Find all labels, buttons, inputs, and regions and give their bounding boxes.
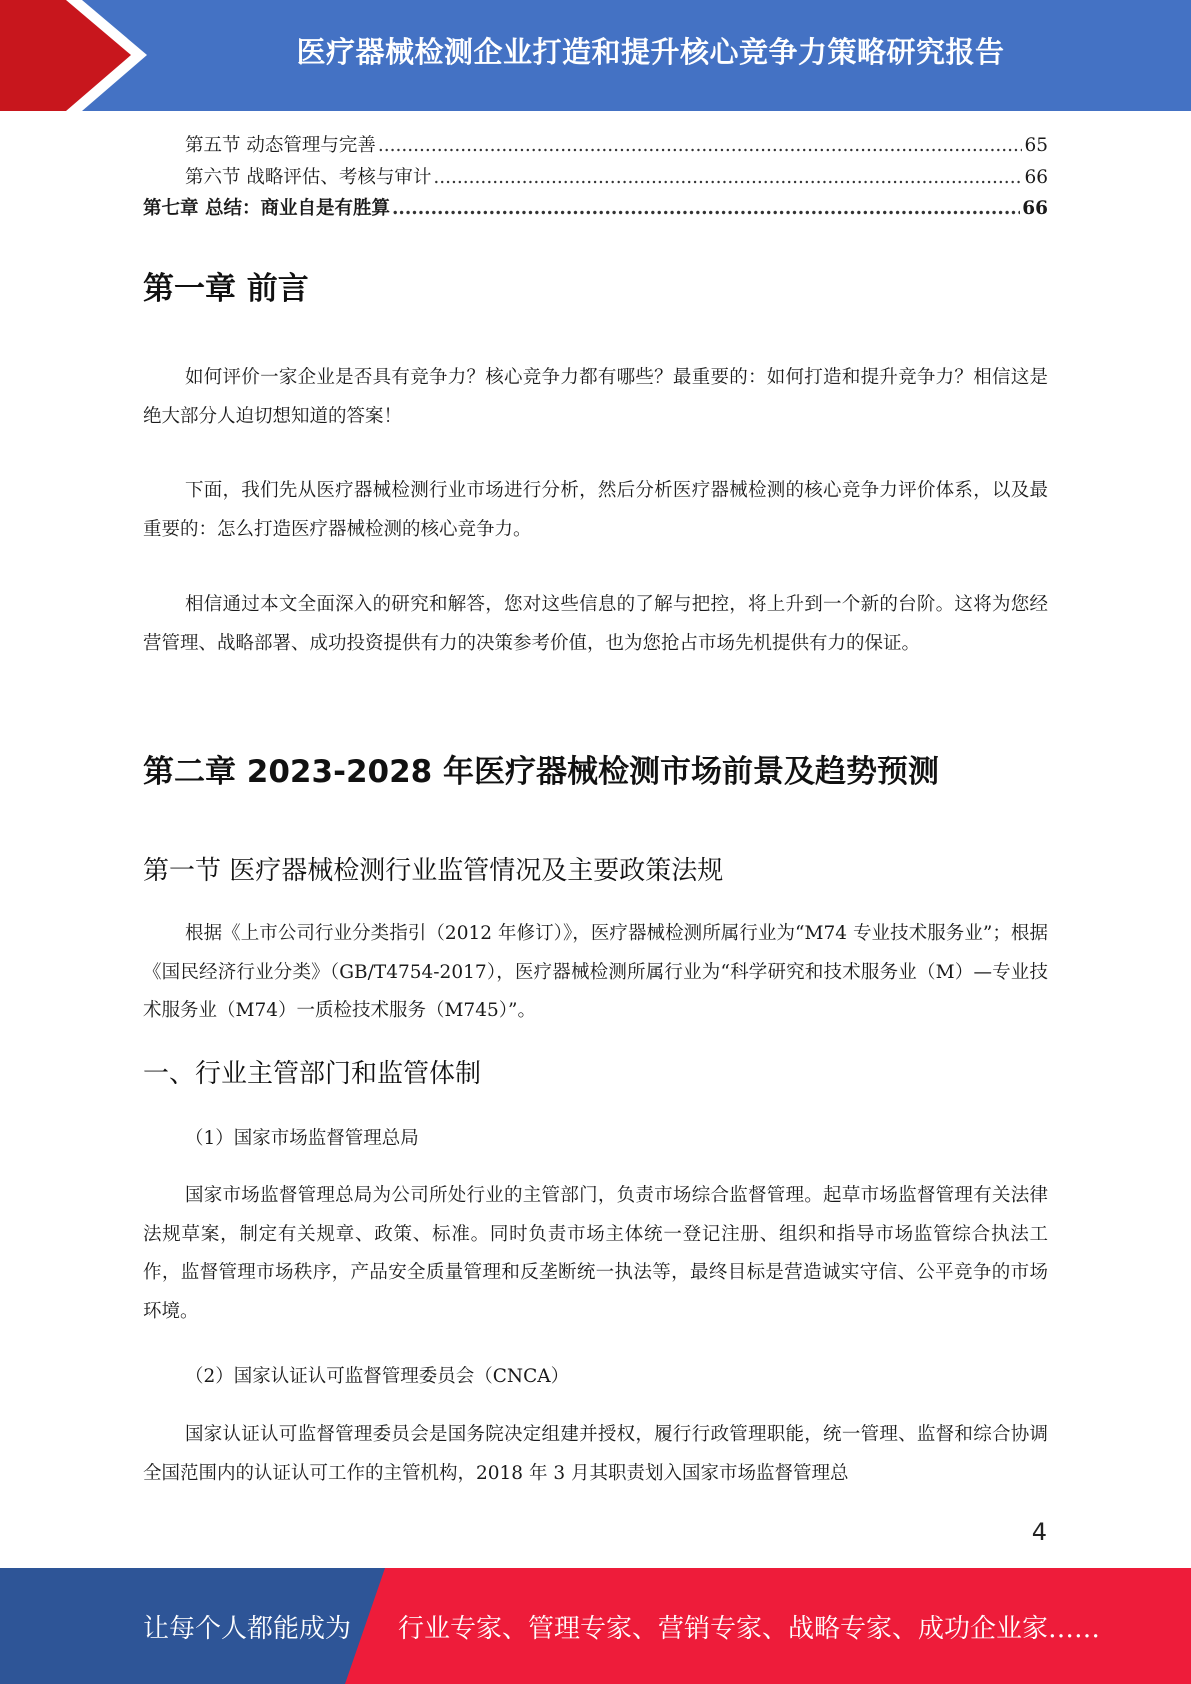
toc-page-number: 66 bbox=[1024, 167, 1048, 188]
toc-entry-chapter[interactable] bbox=[143, 194, 1048, 218]
chapter-2-heading: 第二章 2023-2028 年医疗器械检测市场前景及趋势预测 bbox=[143, 754, 940, 790]
toc-entry-label: 第七章 总结：商业自是有胜算 bbox=[143, 198, 390, 219]
page-footer bbox=[0, 1568, 1191, 1684]
toc-entry-label: 第六节 战略评估、考核与审计 bbox=[185, 167, 432, 188]
report-title: 医疗器械检测企业打造和提升核心竞争力策略研究报告 bbox=[296, 34, 1005, 69]
list-item-heading: （1）国家市场监督管理总局 bbox=[185, 1128, 419, 1149]
body-paragraph: 如何评价一家企业是否具有竞争力？核心竞争力都有哪些？最重要的：如何打造和提升竞争力？相信这是绝大部分人迫切想知道的答案！ bbox=[143, 367, 1048, 427]
body-paragraph: 国家市场监督管理总局为公司所处行业的主管部门，负责市场综合监督管理。起草市场监督管理有关法律法规草案，制定有关规章、政策、标准。同时负责市场主体统一登记注册、组织和指导市场监管综合执法工作，监督管理市场秩序，产品安全质量管理和反垄断统一执法等，最终目标是营造诚实守信、公平竞争的市场环境。 bbox=[143, 1185, 1048, 1322]
toc-entry[interactable] bbox=[185, 163, 1048, 187]
body-paragraph: 下面，我们先从医疗器械检测行业市场进行分析，然后分析医疗器械检测的核心竞争力评价体系，以及最重要的：怎么打造医疗器械检测的核心竞争力。 bbox=[143, 480, 1048, 540]
toc-dot-leader bbox=[378, 135, 1023, 156]
toc-dot-leader bbox=[392, 198, 1020, 219]
toc-page-number: 66 bbox=[1022, 198, 1048, 219]
page-header bbox=[0, 0, 1191, 111]
body-paragraph: 相信通过本文全面深入的研究和解答，您对这些信息的了解与把控，将上升到一个新的台阶。这将为您经营管理、战略部署、成功投资提供有力的决策参考价值，也为您抢占市场先机提供有力的保证。 bbox=[143, 594, 1048, 654]
body-paragraph: 根据《上市公司行业分类指引（2012 年修订）》，医疗器械检测所属行业为“M74 专业技术服务业”；根据《国民经济行业分类》（GB/T4754-2017），医疗器械检测所属行业为“科学研究和技术服务业（M）—专业技术服务业（M74）一质检技术服务（M745）”。 bbox=[143, 923, 1048, 1021]
toc-dot-leader bbox=[433, 167, 1022, 188]
toc-page-number: 65 bbox=[1024, 135, 1048, 156]
list-item-heading: （2）国家认证认可监督管理委员会（CNCA） bbox=[185, 1366, 570, 1387]
toc-entry[interactable] bbox=[185, 131, 1048, 155]
section-heading: 第一节 医疗器械检测行业监管情况及主要政策法规 bbox=[143, 856, 724, 886]
footer-slogan-left: 让每个人都能成为 bbox=[143, 1613, 352, 1644]
toc-entry-label: 第五节 动态管理与完善 bbox=[185, 135, 376, 156]
chapter-1-heading: 第一章 前言 bbox=[143, 271, 309, 307]
page-number: 4 bbox=[1031, 1518, 1047, 1546]
footer-slogan-right: 行业专家、管理专家、营销专家、战略专家、成功企业家…… bbox=[398, 1613, 1101, 1644]
body-paragraph: 国家认证认可监督管理委员会是国务院决定组建并授权，履行行政管理职能，统一管理、监督和综合协调全国范围内的认证认可工作的主管机构，2018 年 3 月其职责划入国家市场监督管理总 bbox=[143, 1424, 1048, 1484]
subsection-heading: 一、行业主管部门和监管体制 bbox=[143, 1059, 482, 1089]
